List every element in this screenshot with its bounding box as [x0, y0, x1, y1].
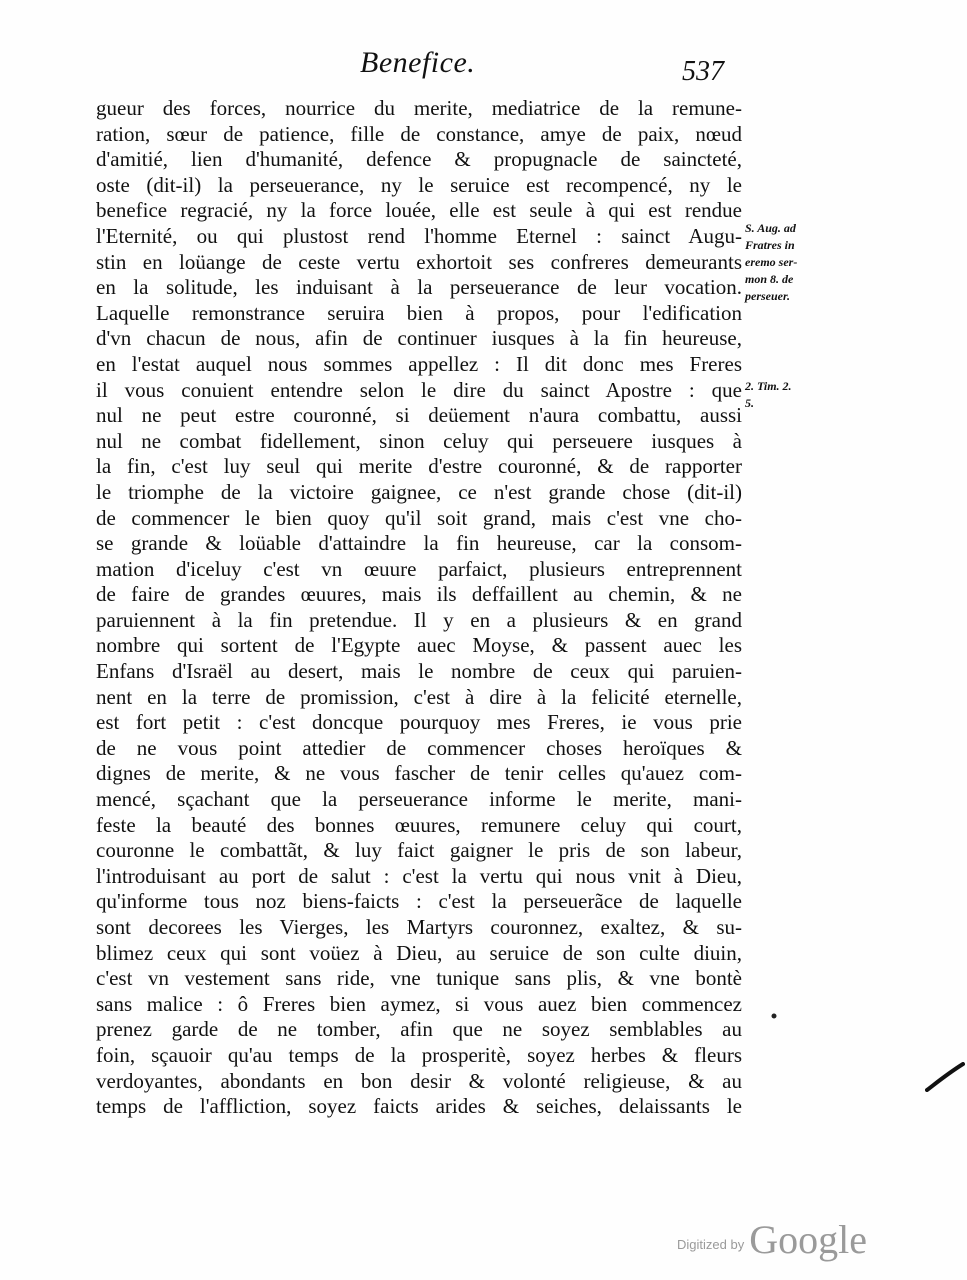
text-line: Enfans d'Israël au desert, mais le nombre de ceux qui paruien- [96, 659, 742, 684]
running-title: Benefice. [360, 46, 476, 79]
text-line: d'vn chacun de nous, afin de continuer iusques à la fin heureuse, [96, 326, 742, 351]
text-line: d'amitié, lien d'humanité, defence & propugnacle de saincteté, [96, 147, 742, 172]
watermark-caption: Digitized by [677, 1237, 745, 1252]
text-line: en l'estat auquel nous sommes appellez : Il dit donc mes Freres [96, 351, 742, 376]
text-line: couronne le combattãt, & luy faict gaigner le pris de son labeur, [96, 838, 742, 863]
page-number: 537 [682, 56, 724, 87]
text-line: l'Eternité, ou qui plustost rend l'homme Eternel : sainct Augu- [96, 223, 742, 248]
ink-speck [770, 1012, 778, 1020]
text-line: benefice regracié, ny la force louée, elle est seule à qui est rendue [96, 198, 742, 223]
text-line: le triomphe de la victoire gaignee, ce n'est grande chose (dit-il) [96, 479, 742, 504]
margin-note-line: 2. Tim. 2. [745, 379, 792, 393]
text-line: feste la beauté des bonnes œuures, remunere celuy qui court, [96, 812, 742, 837]
text-line: la fin, c'est luy seul qui merite d'estre couronné, & de rapporter [96, 454, 742, 479]
text-line: oste (dit-il) la perseuerance, ny le seruice est recompencé, ny le [96, 172, 742, 197]
text-line: est fort petit : c'est doncque pourquoy mes Freres, ie vous prie [96, 710, 742, 735]
text-line: Laquelle remonstrance seruira bien à propos, pour l'edification [96, 300, 742, 325]
margin-note-augustine [745, 220, 797, 305]
pen-stroke-mark [925, 1062, 965, 1092]
margin-note-line: eremo ser- [745, 255, 798, 269]
digitized-watermark [677, 1216, 867, 1263]
text-line: blimez ceux qui sont voüez à Dieu, au seruice de son culte diuin, [96, 940, 742, 965]
text-line: verdoyantes, abondants en bon desir & volonté religieuse, & au [96, 1068, 742, 1093]
text-line: ration, sœur de patience, fille de constance, amye de paix, nœud [96, 121, 742, 146]
margin-note-timothy [745, 378, 792, 412]
text-line: nombre qui sortent de l'Egypte auec Moyse, & passent auec les [96, 633, 742, 658]
text-line: de faire de grandes œuures, mais ils deffaillent au chemin, & ne [96, 582, 742, 607]
margin-note-line: S. Aug. ad [745, 221, 796, 235]
text-line: stin en loüange de ceste vertu exhortoit ses confreres demeurants [96, 249, 742, 274]
body-text [96, 96, 742, 1120]
text-line: nent en la terre de promission, c'est à dire à la felicité eternelle, [96, 684, 742, 709]
margin-note-line: Fratres in [745, 238, 795, 252]
text-line: prenez garde de ne tomber, afin que ne soyez semblables au [96, 1017, 742, 1042]
text-line: temps de l'affliction, soyez faicts arides & seiches, delaissants le [96, 1094, 742, 1119]
text-line: qu'informe tous noz biens-faicts : c'est la perseuerãce de laquelle [96, 889, 742, 914]
text-line: mation d'iceluy c'est vn œuure parfaict, plusieurs entreprennent [96, 556, 742, 581]
text-line: se grande & loüable d'attaindre la fin heureuse, car la consom- [96, 531, 742, 556]
text-line: sont decorees les Vierges, les Martyrs couronnez, exaltez, & su- [96, 915, 742, 939]
text-line: gueur des forces, nourrice du merite, mediatrice de la remune- [96, 96, 742, 120]
text-line: mencé, sçachant que la perseuerance informe le merite, mani- [96, 787, 742, 812]
text-line: c'est vn vestement sans ride, vne tunique sans plis, & vne bontè [96, 966, 742, 991]
margin-note-line: perseuer. [745, 289, 790, 303]
text-line: nul ne peut estre couronné, si deüement n'aura combattu, aussi [96, 403, 742, 428]
text-line: de ne vous point attedier de commencer choses heroïques & [96, 735, 742, 760]
text-line: sans malice : ô Freres bien aymez, si vous auez bien commencez [96, 991, 742, 1016]
text-line: l'introduisant au port de salut : c'est la vertu qui nous vnit à Dieu, [96, 863, 742, 888]
text-line: foin, sçauoir qu'au temps de la prosperitè, soyez herbes & fleurs [96, 1042, 742, 1067]
text-line: nul ne combat fidellement, sinon celuy qui perseuere iusques à [96, 428, 742, 453]
text-line: en la solitude, les induisant à la perseuerance de leur vocation. [96, 275, 742, 300]
text-line: il vous conuient entendre selon le dire du sainct Apostre : que [96, 377, 742, 402]
google-logo: Google [749, 1217, 868, 1262]
margin-note-line: mon 8. de [745, 272, 794, 286]
text-line: paruiennent à la fin pretendue. Il y en a plusieurs & en grand [96, 607, 742, 632]
text-line: dignes de merite, & ne vous fascher de tenir celles qu'auez com- [96, 761, 742, 786]
margin-note-line: 5. [745, 396, 754, 410]
text-line: de commencer le bien quoy qu'il soit grand, mais c'est vne cho- [96, 505, 742, 530]
